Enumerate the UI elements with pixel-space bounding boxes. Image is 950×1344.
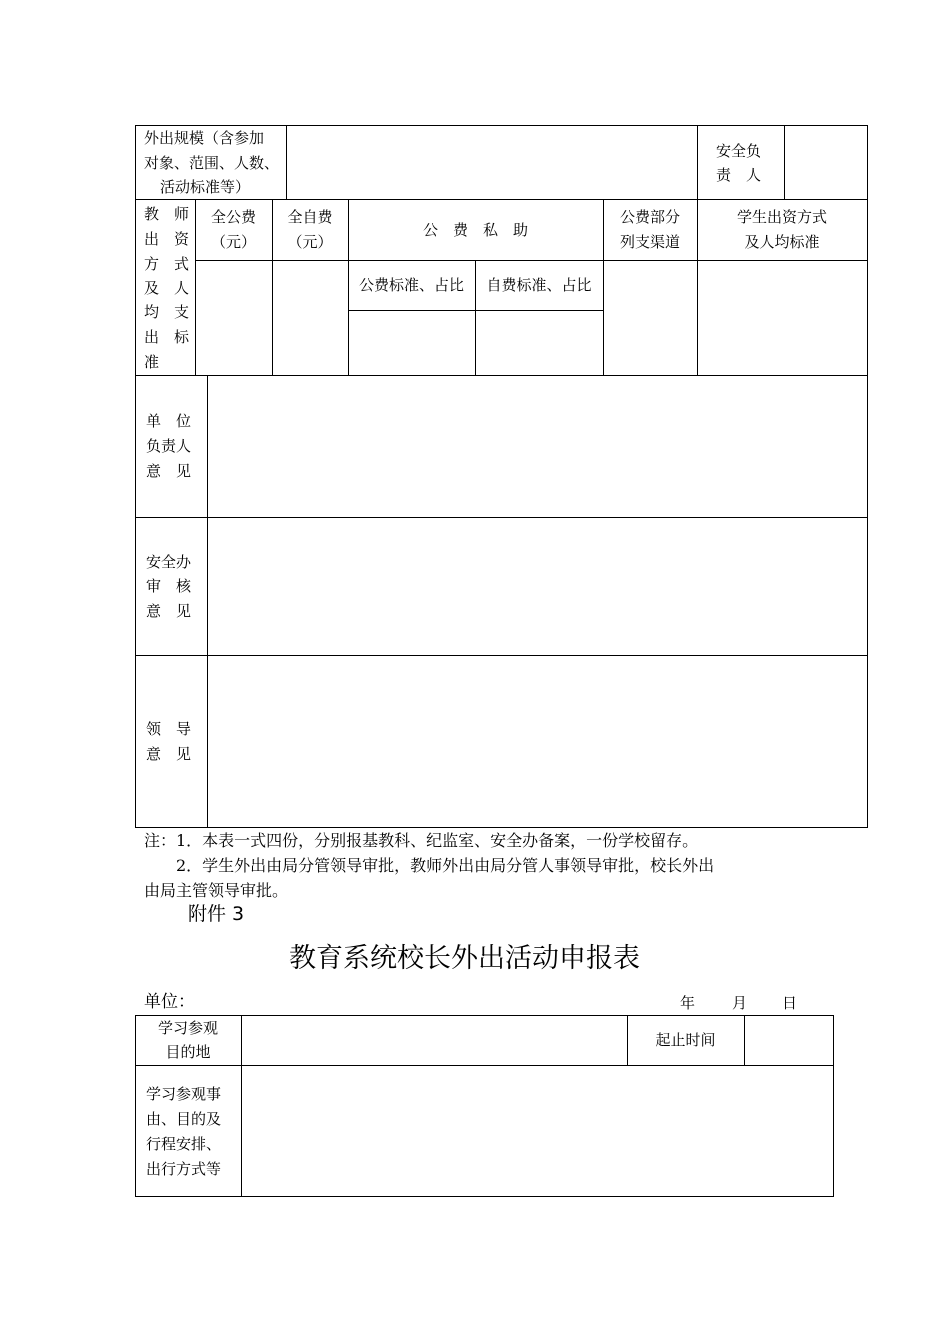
teacher-funding-label-line-4: 及 人: [144, 279, 190, 297]
safety-office-label-line-3: 意 见: [146, 602, 192, 620]
date-year: 年: [680, 994, 696, 1012]
public-channel-label-line-2: 列支渠道: [619, 233, 680, 251]
full-public-input[interactable]: [196, 261, 272, 375]
safety-person-label-line-1: 安全负: [716, 142, 762, 160]
unit-head-opinion-input[interactable]: [208, 376, 867, 517]
safety-office-opinion-input[interactable]: [208, 518, 867, 655]
unit-label: 单位：: [144, 992, 195, 1012]
reason-label-line-1: 学习参观事: [146, 1085, 222, 1103]
unit-head-label-line-3: 意 见: [146, 462, 192, 480]
student-funding-input[interactable]: [698, 261, 867, 375]
scale-label-line-1: 外出规模（含参加: [144, 129, 265, 147]
teacher-funding-label-line-2: 出 资: [144, 230, 190, 248]
leader-label-line-1: 领 导: [146, 720, 192, 738]
date-month: 月: [732, 994, 748, 1012]
full-self-label-line-1: 全自费: [287, 208, 333, 226]
note-line-1: 注：1．本表一式四份，分别报基教科、纪监室、安全办备案，一份学校留存。: [144, 831, 699, 850]
teacher-funding-label-line-7: 准: [144, 353, 160, 371]
leader-label-line-2: 意 见: [146, 745, 192, 763]
self-standard-input[interactable]: [476, 311, 603, 375]
safety-office-label-line-1: 安全办: [146, 553, 192, 571]
reason-label-line-4: 出行方式等: [146, 1160, 222, 1178]
public-channel-label-line-1: 公费部分: [619, 208, 680, 226]
student-funding-label-line-2: 及人均标准: [744, 233, 820, 251]
public-standard-label: 公费标准、占比: [358, 276, 464, 294]
unit-head-label-line-2: 负责人: [146, 437, 192, 455]
unit-head-label-line-1: 单 位: [146, 412, 192, 430]
scale-label-line-3: 活动标准等）: [160, 178, 251, 196]
scale-label-line-2: 对象、范围、人数、: [144, 154, 280, 172]
teacher-funding-label-line-5: 均 支: [144, 303, 190, 321]
safety-office-label-line-2: 审 核: [146, 577, 192, 595]
public-standard-input[interactable]: [349, 311, 475, 375]
destination-input[interactable]: [242, 1016, 627, 1065]
teacher-funding-label-line-6: 出 标: [144, 328, 190, 346]
public-channel-input[interactable]: [604, 261, 697, 375]
reason-label-line-3: 行程安排、: [146, 1135, 222, 1153]
reason-label-line-2: 由、目的及: [146, 1110, 222, 1128]
time-input[interactable]: [745, 1016, 833, 1065]
full-self-label-line-2: （元）: [287, 233, 333, 251]
full-self-input[interactable]: [273, 261, 348, 375]
date-day: 日: [782, 994, 798, 1012]
student-funding-label-line-1: 学生出资方式: [736, 208, 827, 226]
self-standard-label: 自费标准、占比: [486, 276, 592, 294]
destination-label-line-2: 目的地: [165, 1043, 211, 1061]
full-public-label-line-1: 全公费: [210, 208, 256, 226]
time-label: 起止时间: [655, 1031, 716, 1049]
note-line-2: 2．学生外出由局分管领导审批，教师外出由局分管人事领导审批，校长外出: [176, 856, 715, 875]
teacher-funding-label-line-3: 方 式: [144, 255, 190, 273]
attachment-label: 附件 3: [188, 903, 245, 925]
full-public-label-line-2: （元）: [210, 233, 256, 251]
reason-input[interactable]: [242, 1066, 833, 1196]
safety-person-label-line-2: 责 人: [716, 166, 762, 184]
destination-label-line-1: 学习参观: [157, 1019, 218, 1037]
leader-opinion-input[interactable]: [208, 656, 867, 827]
teacher-funding-label-line-1: 教 师: [144, 205, 190, 223]
scale-input-area[interactable]: [287, 126, 696, 198]
safety-person-input-area[interactable]: [785, 126, 866, 198]
form-2-title: 教育系统校长外出活动申报表: [289, 943, 640, 974]
note-line-3: 由局主管领导审批。: [144, 881, 289, 900]
public-private-label: 公 费 私 助: [422, 221, 528, 239]
